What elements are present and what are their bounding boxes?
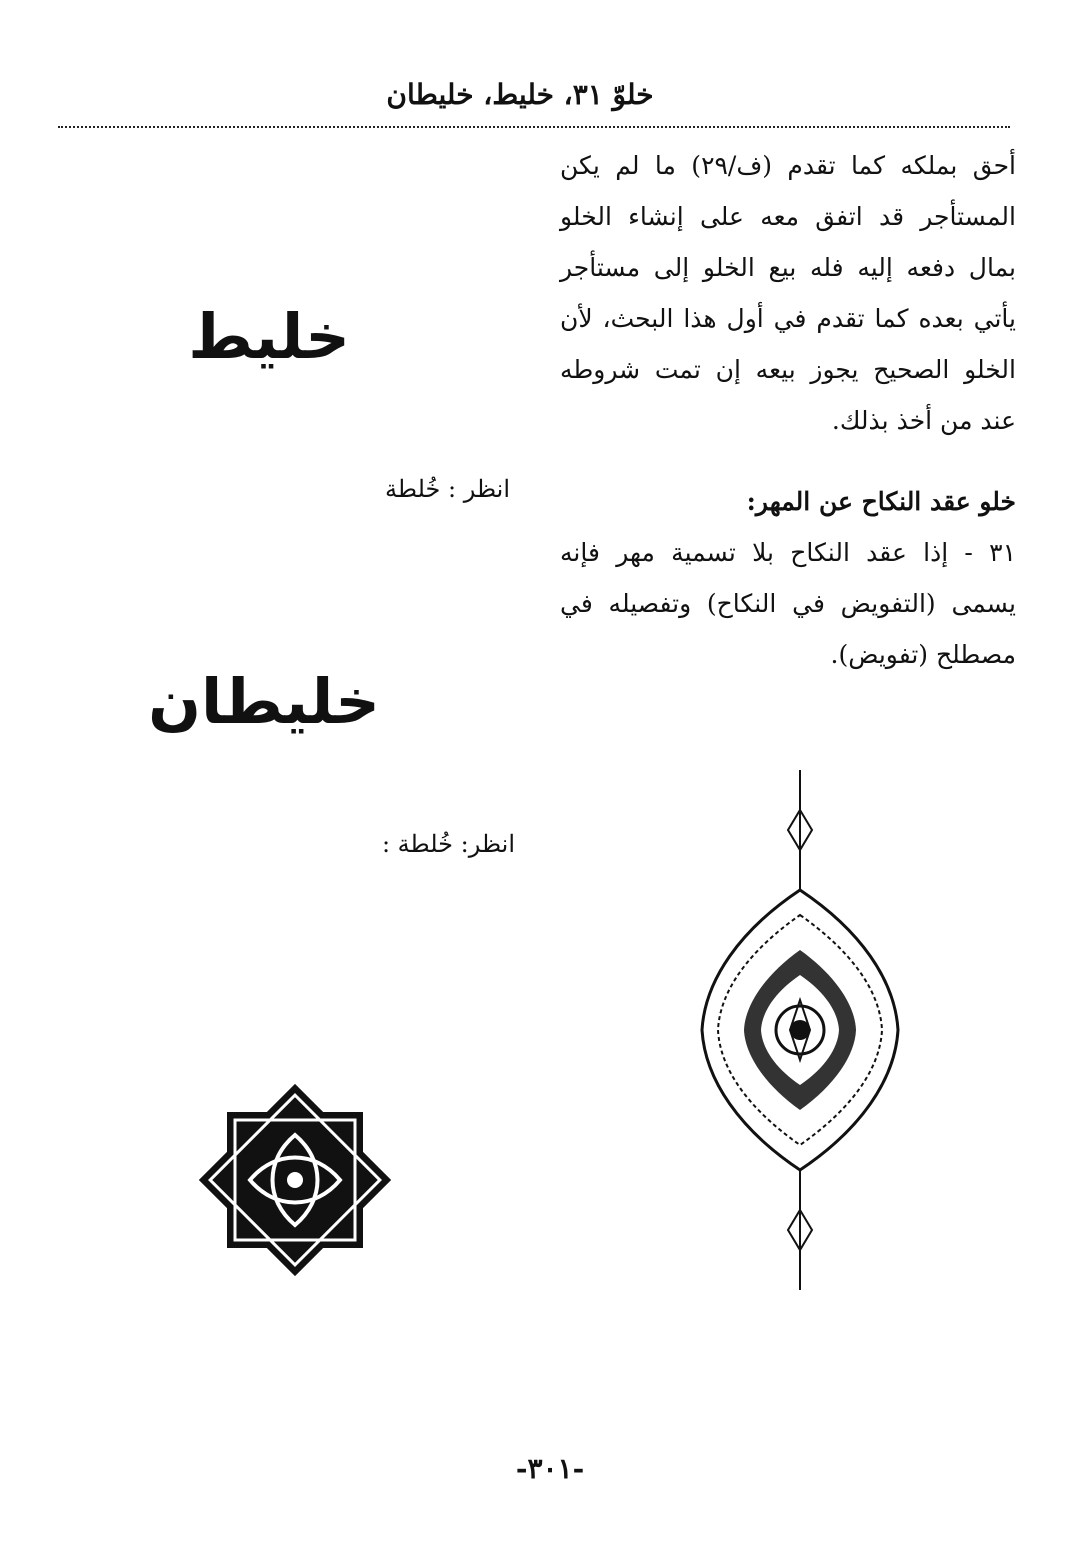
- paragraph-2: ٣١ - إذا عقد النكاح بلا تسمية مهر فإنه يسمى (التفويض في النكاح) وتفصيله في مصطلح (تفويض).: [560, 538, 1016, 669]
- cross-reference-khalit: انظر : خُلطة: [385, 475, 510, 503]
- entry-title-khalit: خليط: [188, 300, 350, 373]
- star-ornament: [195, 1080, 395, 1280]
- header-divider: [58, 126, 1010, 128]
- page-number: -٣٠١-: [515, 1452, 585, 1485]
- cross-reference-khalitan: انظر: خُلطة :: [381, 830, 515, 858]
- running-header: خلوّ ٣١، خليط، خليطان: [386, 78, 654, 111]
- entry-title-khalitan: خليطان: [148, 665, 380, 738]
- section-subheading: خلو عقد النكاح عن المهر:: [746, 487, 1016, 516]
- arabesque-medallion-ornament: [700, 770, 900, 1290]
- main-text-column: [560, 140, 1016, 680]
- paragraph-1: أحق بملكه كما تقدم (ف/٢٩) ما لم يكن المستأجر قد اتفق معه على إنشاء الخلو بمال دفعه إليه فله بيع الخلو إلى مستأجر يأتي بعده كما تقدم في أول هذا البحث، لأن الخلو الصحيح يجوز بيعه إن تمت شروطه عند من أخذ بذلك.: [560, 151, 1016, 435]
